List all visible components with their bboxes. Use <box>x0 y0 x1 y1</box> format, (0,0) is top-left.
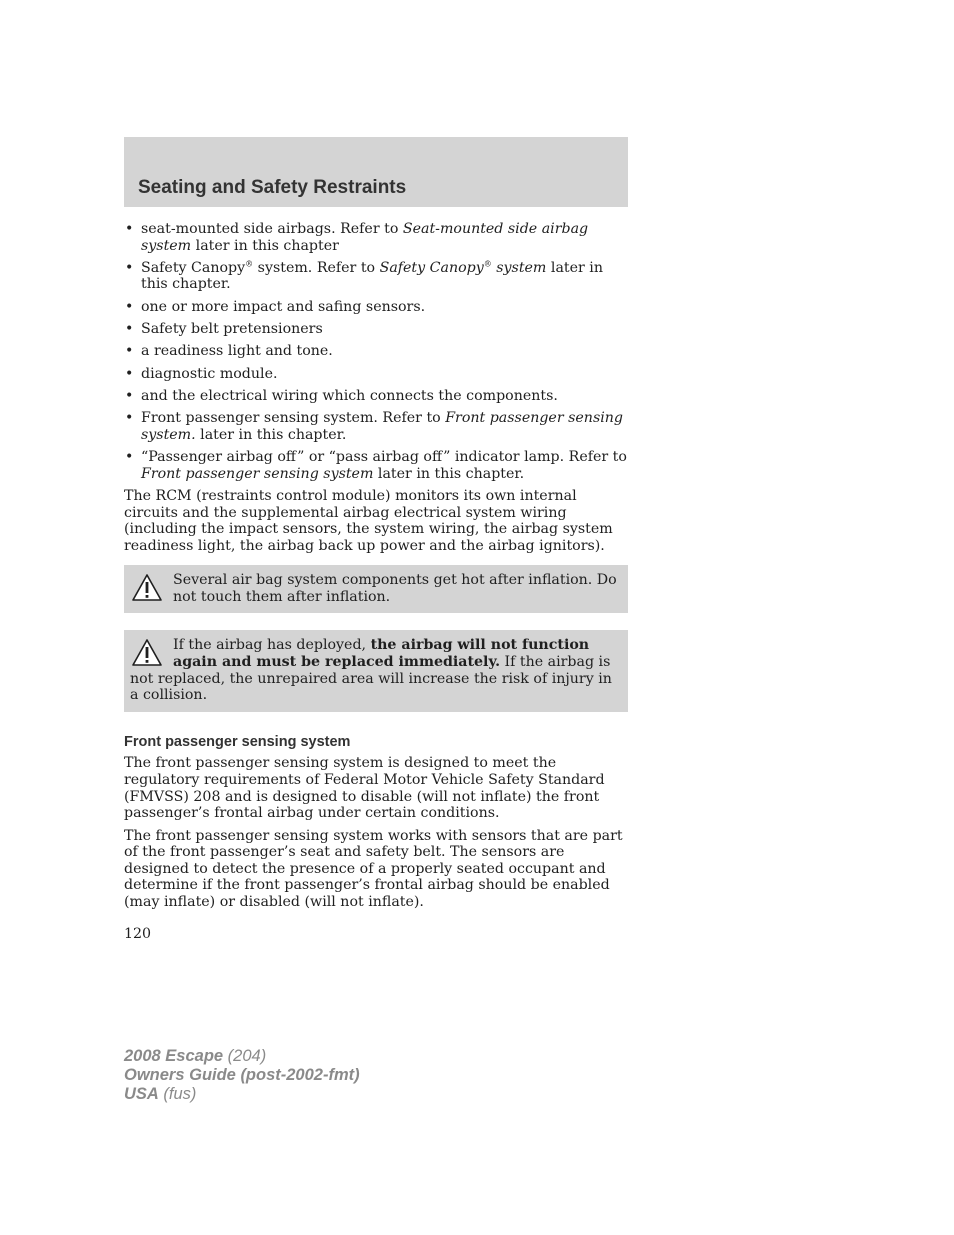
cross-reference: Front passenger sensing system <box>141 465 374 482</box>
warning-box-hot-components <box>124 565 628 613</box>
warning-text: If the airbag has deployed, <box>173 637 371 654</box>
document-footer <box>124 1047 360 1104</box>
list-item: • and the electrical wiring which connects the components. <box>124 388 628 405</box>
list-item: • Front passenger sensing system. Refer to Front passenger sensing system. later in this chapter. <box>124 410 628 443</box>
list-item: • one or more impact and safing sensors. <box>124 299 628 316</box>
footer-line: USA (fus) <box>124 1085 197 1103</box>
cross-reference: Seat-mounted side airbag system <box>141 221 589 254</box>
body-paragraph: The front passenger sensing system is designed to meet the regulatory requirements of Federal Motor Vehicle Safety Standard (FMVSS) 208 and is designed to disable (will not inflate) the front passenger’s frontal airbag under certain conditions. <box>124 755 605 822</box>
list-item: • “Passenger airbag off” or “pass airbag off” indicator lamp. Refer to Front passenger sensing system later in this chapter. <box>124 449 628 482</box>
list-item: • a readiness light and tone. <box>124 343 628 360</box>
component-list <box>124 221 628 482</box>
section-heading: Front passenger sensing system <box>124 733 351 750</box>
list-item: • diagnostic module. <box>124 366 628 383</box>
warning-triangle-icon <box>130 572 164 604</box>
rcm-paragraph: The RCM (restraints control module) monitors its own internal circuits and the supplemental airbag electrical system wiring (including the impact sensors, the system wiring, the airbag system readiness light, the airbag back up power and the airbag ignitors). <box>124 487 613 554</box>
trademark-mark: ® <box>245 259 254 269</box>
body-paragraph: The front passenger sensing system works with sensors that are part of the front passenger’s seat and safety belt. The sensors are designed to detect the presence of a properly seated occupant and determine if the front passenger’s frontal airbag should be enabled (may inflate) or disabled (will not inflate). <box>124 827 623 910</box>
footer-line: Owners Guide (post-2002-fmt) <box>124 1066 360 1084</box>
list-item: • Safety Canopy® system. Refer to Safety Canopy® system later in this chapter. <box>124 260 628 293</box>
trademark-mark: ® <box>483 259 492 269</box>
page-number: 120 <box>124 926 152 942</box>
warning-text: If the airbag is not replaced, the unrepaired area will increase the risk of injury in a collision. <box>130 654 612 704</box>
cross-reference: Safety Canopy® system <box>379 259 547 276</box>
warning-triangle-icon <box>130 637 164 669</box>
warning-text: Several air bag system components get hot after inflation. Do not touch them after inflation. <box>173 572 617 605</box>
footer-line: 2008 Escape (204) <box>124 1047 267 1065</box>
section-header-band <box>124 137 628 207</box>
list-item: • seat-mounted side airbags. Refer to Seat-mounted side airbag system later in this chapter <box>124 221 628 254</box>
page-content <box>124 221 628 916</box>
warning-emphasis: the airbag will not function again and must be replaced immediately. <box>173 637 590 671</box>
section-title: Seating and Safety Restraints <box>138 177 407 198</box>
cross-reference: Front passenger sensing system. <box>141 410 623 443</box>
list-item: • Safety belt pretensioners <box>124 321 628 338</box>
warning-box-airbag-deployed <box>124 630 628 711</box>
